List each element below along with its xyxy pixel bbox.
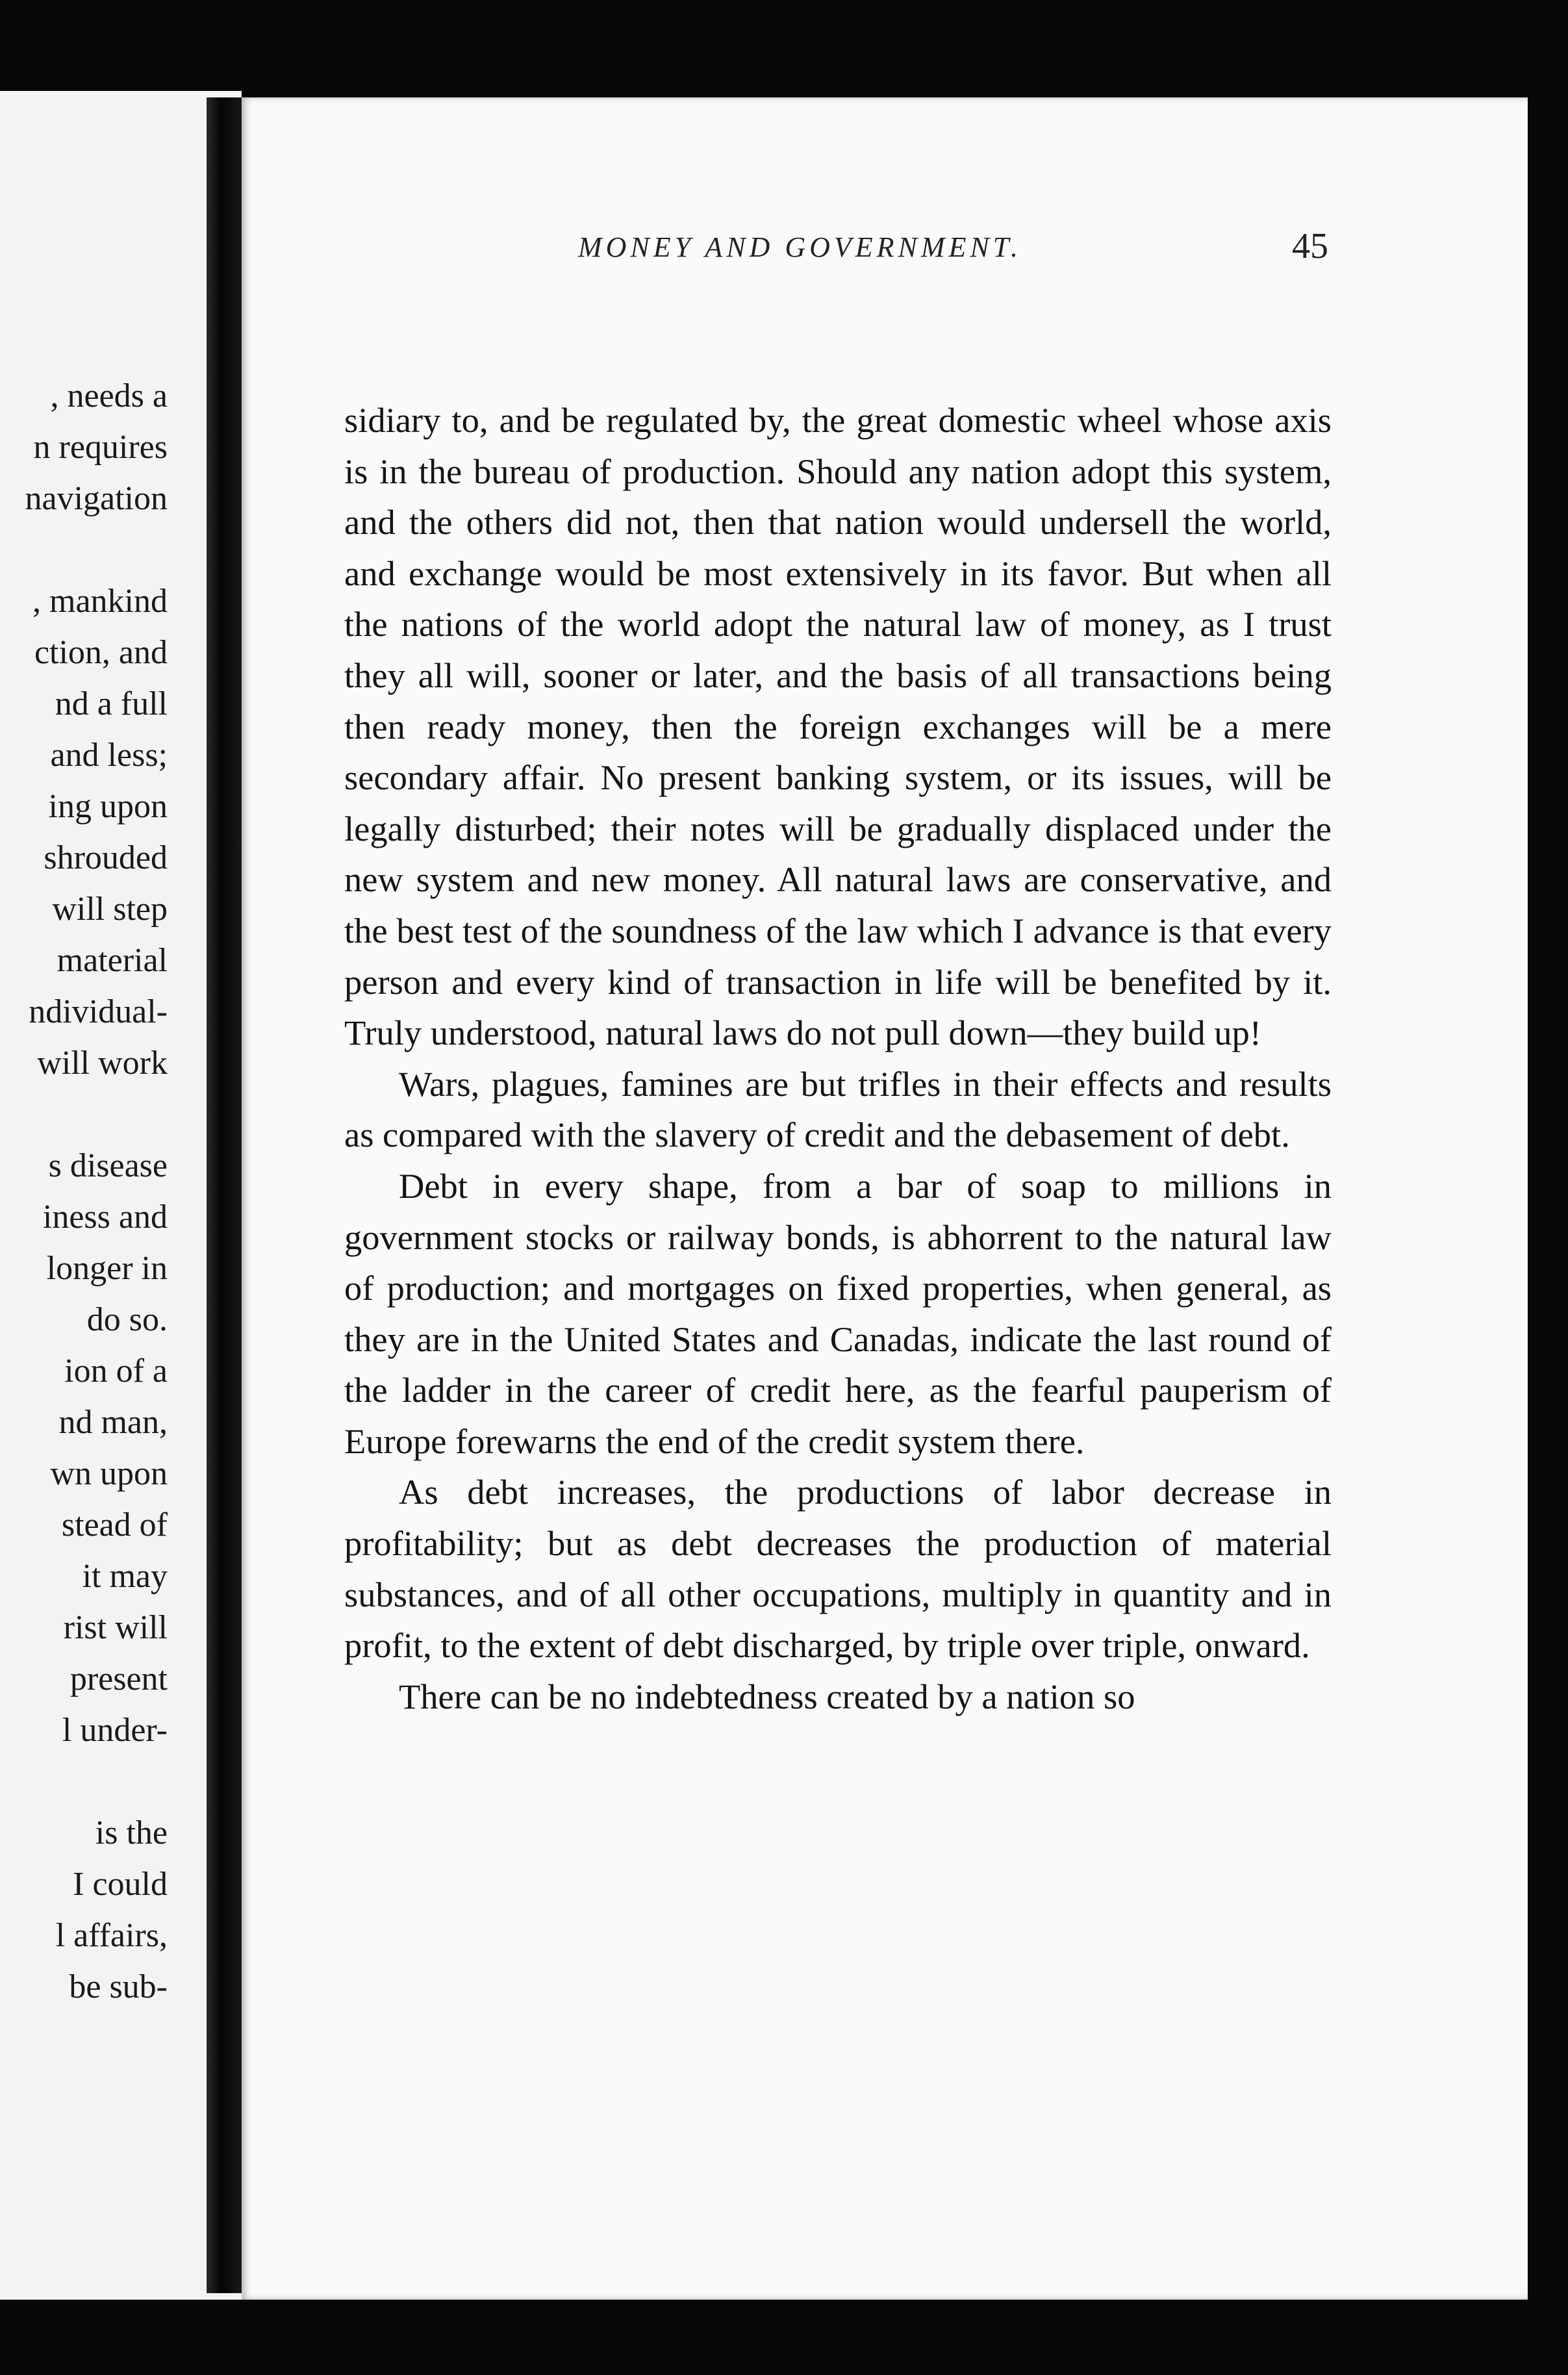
left-line: be sub- — [69, 1968, 168, 2005]
left-line: ndividual- — [29, 993, 168, 1030]
left-line: l affairs, — [55, 1917, 168, 1954]
left-line: s disease — [48, 1147, 168, 1184]
left-line: ing upon — [48, 788, 168, 825]
left-line: ion of a — [64, 1353, 168, 1390]
left-line: will step — [52, 891, 168, 928]
left-facing-page — [0, 91, 242, 2300]
left-line: material — [57, 942, 168, 979]
left-line: , needs a — [50, 377, 168, 414]
page-number: 45 — [1292, 226, 1328, 266]
left-line: nd man, — [58, 1404, 168, 1441]
body-text — [344, 395, 1332, 1722]
paragraph: As debt increases, the productions of labor decrease in profitability; but as debt decreases the production of material substances, and of all other occupations, multiply in quantity and in profit, to the extent of debt discharged, by triple over triple, onward. — [344, 1472, 1332, 1666]
left-line: I could — [73, 1866, 168, 1903]
left-line: will work — [37, 1045, 168, 1082]
left-line: do so. — [86, 1301, 168, 1338]
book-gutter — [207, 97, 243, 2293]
paragraph: Wars, plagues, famines are but trifles in their effects and results as compared with the slavery of credit and the debasement of debt. — [344, 1063, 1332, 1155]
left-line: present — [70, 1660, 168, 1697]
left-line: stead of — [61, 1506, 168, 1543]
paragraph: sidiary to, and be regulated by, the great domestic wheel whose axis is in the bureau of production. Should any nation adopt this system, and the others did not, then that nation would undersell the world, and exchange would be most extensively in its favor. But when all the nations of the world adopt the natural law of money, as I trust they all will, sooner or later, and the basis of all transactions being then ready money, then the foreign exchanges will be a mere secondary affair. No present banking system, or its issues, will be legally disturbed; their notes will be gradually displaced under the new system and new money. All natural laws are conservative, and the best test of the soundness of the law which I advance is that every person and every kind of transaction in life will be benefited by it. Truly understood, natural laws do not pull down—they build up! — [344, 400, 1332, 1053]
left-line: rist will — [63, 1609, 168, 1646]
paragraph: Debt in every shape, from a bar of soap to millions in government stocks or railway bonds, is abhorrent to the natural law of production; and mortgages on fixed properties, when general, as they are in the United States and Canadas, indicate the last round of the ladder in the career of credit here, as the fearful pauperism of Europe forewarns the end of the credit system there. — [344, 1165, 1332, 1461]
left-line: n requires — [33, 429, 168, 466]
left-line: l under- — [62, 1712, 168, 1749]
left-line: it may — [82, 1558, 168, 1595]
left-line: navigation — [25, 480, 168, 517]
left-line: , mankind — [32, 583, 168, 620]
left-line: nd a full — [55, 685, 168, 722]
left-line: iness and — [42, 1199, 168, 1236]
left-line: and less; — [50, 737, 168, 774]
left-line: wn upon — [50, 1455, 168, 1492]
running-title: MONEY AND GOVERNMENT. — [578, 231, 1022, 263]
left-line: ction, and — [34, 634, 168, 671]
left-line: shrouded — [44, 839, 168, 876]
left-line: longer in — [46, 1250, 168, 1287]
paragraph: There can be no indebtedness created by a nation so — [399, 1676, 1135, 1716]
left-line: is the — [95, 1814, 168, 1851]
